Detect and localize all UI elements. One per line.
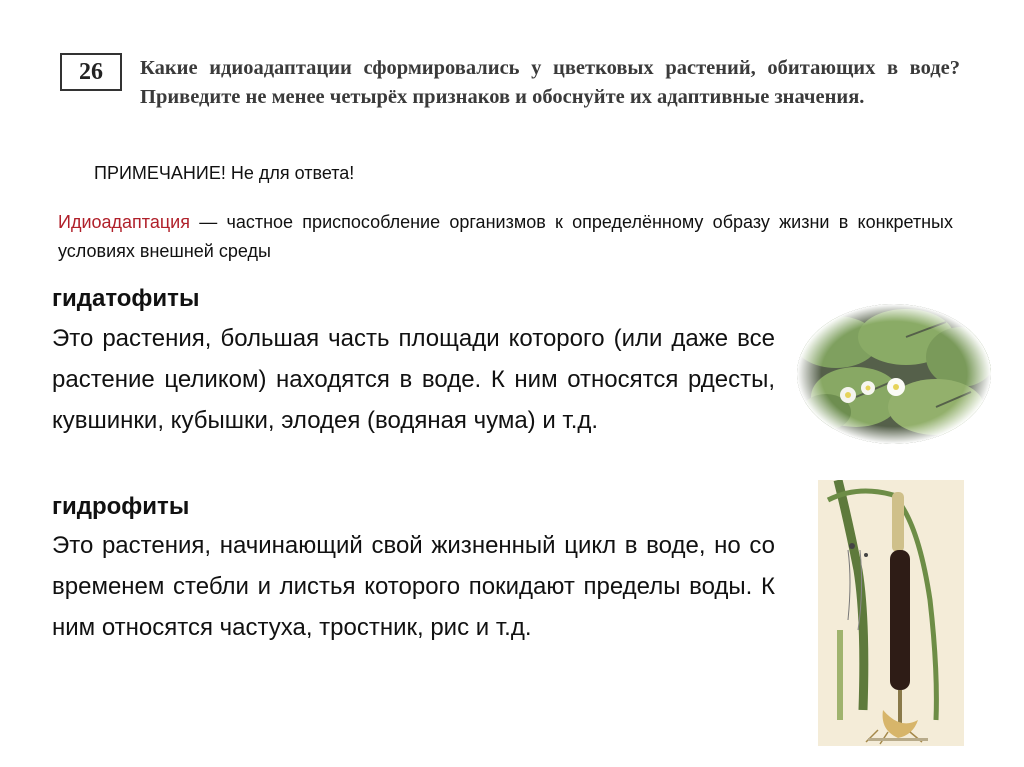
body-hydrophytes: Это растения, начинающий свой жизненный цикл в воде, но со временем стебли и листья которого покидают пределы воды. К ним относятся частуха, тростник, рис и т.д. [52, 532, 775, 641]
task-question: Какие идиоадаптации сформировались у цветковых растений, обитающих в воде? Приведите не менее четырёх признаков и обоснуйте их адаптивные значения. [140, 57, 960, 108]
cattail-illustration [818, 480, 964, 746]
heading-hydrophytes: гидрофиты [52, 493, 190, 520]
definition-paragraph [58, 208, 953, 266]
task-number: 26 [79, 58, 103, 85]
water-lily-photo [796, 302, 992, 446]
definition-term: Идиоадаптация [58, 212, 190, 232]
definition-text: — частное приспособление организмов к определённому образу жизни в конкретных условиях внешней среды [58, 212, 953, 261]
note-text: ПРИМЕЧАНИЕ! Не для ответа! [94, 163, 355, 183]
heading-hydatophytes: гидатофиты [52, 285, 200, 312]
task-number-box [60, 53, 122, 91]
body-hydatophytes: Это растения, большая часть площади которого (или даже все растение целиком) находятся в воде. К ним относятся рдесты, кувшинки, кубышки, элодея (водяная чума) и т.д. [52, 325, 775, 434]
